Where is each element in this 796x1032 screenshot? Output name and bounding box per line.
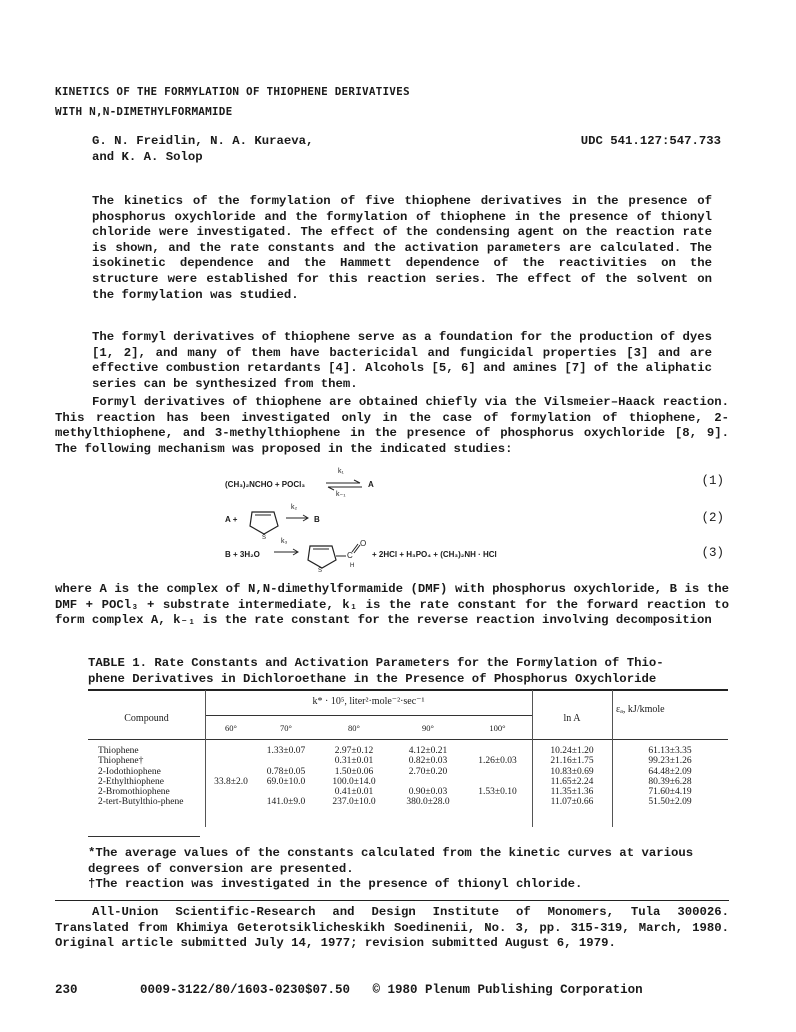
- table-cell-lnA: 11.65±2.24: [550, 776, 594, 787]
- table-cell-e: 80.39±6.28: [648, 776, 692, 787]
- table-cell-t80: 2.97±0.12: [334, 746, 374, 756]
- temp-60: 60°: [225, 723, 237, 733]
- table-cell-lnA: 10.83±0.69: [550, 766, 594, 777]
- temp-100: 100°: [489, 723, 506, 733]
- eq3-left: B + 3H₂O: [225, 550, 260, 559]
- table-header-lnA: ln A: [563, 713, 581, 724]
- table-cell-t90: [393, 777, 463, 787]
- table-cell-t60: 33.8±2.0: [214, 776, 248, 787]
- table-row: [88, 787, 728, 797]
- paragraph-vilsmeier-text: Formyl derivatives of thiophene are obtained chiefly via the Vilsmeier–Haack reaction. This reaction has been investigated only in the case of formylation of thiophene, 2-methylthiophene, and 3-methylthiophene in the presence of phosphorus oxychloride [8, 9]. The following mechanism was proposed in the indicated studies:: [55, 395, 729, 456]
- reaction-scheme: [0, 462, 796, 572]
- table-header-e: εₐ, kJ/kmole: [616, 704, 665, 715]
- table-row: [88, 777, 728, 787]
- table-cell-t70: 69.0±10.0: [266, 776, 306, 787]
- eq3-cho-h: H: [350, 563, 355, 569]
- table-row: [88, 797, 728, 807]
- table-header-compound: Compound: [124, 713, 169, 724]
- footnote-star-line1: *The average values of the constants calculated from the kinetic curves at various: [88, 846, 694, 860]
- copyright-line: 0009-3122/80/1603-0230$07.50 © 1980 Plenum Publishing Corporation: [140, 983, 643, 997]
- table-cell-t90: 0.82±0.03: [408, 756, 448, 767]
- table-header-k: k* · 10⁵, liter²·mole⁻²·sec⁻¹: [312, 696, 425, 707]
- eq3-ring-s: S: [318, 568, 323, 574]
- paragraph-definitions: where A is the complex of N,N-dimethylformamide (DMF) with phosphorus oxychloride, B is the DMF + POCl₃ + substrate intermediate, k₁ is the rate constant for the forward reaction to form complex A, k₋₁ is the rate constant for the reverse reaction involving decomposition: [55, 582, 729, 628]
- table-caption: [88, 656, 728, 687]
- table-temp-rule: [205, 715, 532, 716]
- paragraph-intro-text: The formyl derivatives of thiophene serve as a foundation for the production of dyes [1, 2], and many of them have bactericidal and fungicidal properties [3] and are effective combustion retardants [4]. Alcohols [5, 6] and amines [7] of the aliphatic series can be synthesized from them.: [92, 330, 712, 391]
- table-cell-t70: [257, 756, 315, 766]
- table-cell-e: 51.50±2.09: [648, 797, 692, 808]
- table-cell-compound: Thiophene: [98, 746, 139, 756]
- table-cell-t100: 1.26±0.03: [478, 756, 517, 767]
- eq1-number: (1): [701, 474, 724, 488]
- table-cell-lnA: 11.07±0.66: [550, 797, 594, 808]
- table-cell-t100: [463, 767, 532, 777]
- table-cell-t80: 100.0±14.0: [332, 776, 376, 787]
- eq2-number: (2): [701, 511, 724, 525]
- table-cell-t80: 0.31±0.01: [334, 756, 374, 767]
- table-cell-t70: 141.0±9.0: [266, 797, 306, 808]
- table-cell-t90: 4.12±0.21: [408, 746, 448, 756]
- temp-80: 80°: [348, 723, 360, 733]
- udc-code: UDC 541.127:547.733: [580, 134, 721, 148]
- thiophene-ring-icon: [246, 502, 282, 536]
- table-cell-t90: 0.90±0.03: [408, 787, 448, 798]
- table-body: [88, 746, 728, 808]
- eq2-arrow: [284, 510, 312, 522]
- eq3-number: (3): [701, 546, 724, 560]
- table-cell-t80: 0.41±0.01: [334, 787, 374, 798]
- table-cell-e: 99.23±1.26: [648, 756, 692, 767]
- table-cell-t60: [205, 756, 257, 766]
- table-footnotes: [88, 846, 728, 893]
- eq1-k1: k₁: [338, 468, 344, 475]
- abstract: The kinetics of the formylation of five thiophene derivatives in the presence of phosphorus oxychloride and the formylation of thiophene in the presence of thionyl chloride were investigated. The effect of the condensing agent on the reaction rate is shown, and the rate constants and the activation parameters are calculated. The isokinetic dependence and the Hammett dependence of the reactivities on the structure were established for this reaction series. The effect of the solvent on the formylation was studied.: [92, 194, 712, 302]
- table-caption-line2: phene Derivatives in Dichloroethane in the Presence of Phosphorus Oxychloride: [88, 671, 657, 686]
- footnote-dagger: †The reaction was investigated in the presence of thionyl chloride.: [88, 877, 583, 892]
- table-cell-t70: 1.33±0.07: [266, 746, 306, 756]
- table-cell-t100: [463, 777, 532, 787]
- temp-70: 70°: [280, 723, 292, 733]
- eq3-cho-c: C: [347, 551, 353, 560]
- table-cell-t100: [463, 797, 532, 807]
- affiliation-rule: [55, 900, 729, 901]
- eq1-right: A: [368, 480, 374, 489]
- table-cell-t80: 1.50±0.06: [334, 766, 374, 777]
- table-cell-t90: 380.0±28.0: [406, 797, 450, 808]
- table-cell-compound: 2-tert-Butylthio-phene: [98, 797, 184, 808]
- table-cell-lnA: 21.16±1.75: [550, 756, 594, 767]
- table-cell-t60: [205, 797, 257, 807]
- table-cell-e: 71.60±4.19: [648, 787, 692, 798]
- paragraph-intro: [92, 330, 712, 392]
- page-number: 230: [55, 983, 78, 997]
- eq2-right: B: [314, 515, 320, 524]
- table-cell-t70: [257, 787, 315, 797]
- table-top-rule: [88, 689, 728, 691]
- footnote-rule: [88, 836, 200, 837]
- authors-line2: and K. A. Solop: [92, 149, 203, 164]
- eq3-arrow: [272, 544, 302, 556]
- table-header-temps: [205, 723, 532, 733]
- rate-constants-table: [88, 746, 728, 808]
- table-cell-t60: [205, 767, 257, 777]
- table-cell-t60: [205, 787, 257, 797]
- eq2-k2: k₂: [291, 504, 298, 511]
- table-cell-t90: 2.70±0.20: [408, 766, 448, 777]
- paragraph-vilsmeier: [55, 395, 729, 457]
- eq2-left: A +: [225, 515, 238, 524]
- article-title-line2: WITH N,N-DIMETHYLFORMAMIDE: [55, 105, 233, 118]
- table-cell-t70: 0.78±0.05: [266, 766, 306, 777]
- table-row: [88, 767, 728, 777]
- eq3-k3: k₃: [281, 538, 288, 545]
- table-cell-compound: 2-Ethylthiophene: [98, 776, 164, 787]
- eq1-left: (CH₃)₂NCHO + POCl₃: [225, 480, 306, 489]
- eq1-k-1: k₋₁: [336, 491, 346, 498]
- authors: [92, 134, 313, 165]
- eq3-cho-o: O: [360, 539, 367, 548]
- table-caption-line1: TABLE 1. Rate Constants and Activation Parameters for the Formylation of Thio-: [88, 656, 664, 670]
- eq3-right: + 2HCl + H₃PO₄ + (CH₃)₂NH · HCl: [372, 550, 497, 559]
- table-row: [88, 746, 728, 756]
- table-cell-t100: 1.53±0.10: [478, 787, 517, 798]
- table-cell-lnA: 11.35±1.36: [550, 787, 594, 798]
- table-row: [88, 756, 728, 766]
- table-cell-compound: 2-Bromothiophene: [98, 787, 170, 798]
- table-cell-t80: 237.0±10.0: [332, 797, 376, 808]
- authors-line1: G. N. Freidlin, N. A. Kuraeva,: [92, 134, 314, 148]
- table-cell-e: 64.48±2.09: [648, 766, 692, 777]
- eq2-ring-s: S: [262, 535, 267, 541]
- table-cell-lnA: 10.24±1.20: [550, 746, 594, 756]
- table-cell-e: 61.13±3.35: [648, 746, 692, 756]
- affiliation-note: All-Union Scientific-Research and Design Institute of Monomers, Tula 300026. Translated from Khimiya Geterotsiklicheskikh Soedinenii, No. 3, pp. 315-319, March, 1980. Original article submitted July 14, 1977; revision submitted August 6, 1979.: [55, 905, 729, 951]
- article-title: [55, 82, 410, 122]
- table-cell-compound: 2-Iodothiophene: [98, 766, 161, 777]
- table-cell-t100: [463, 746, 532, 756]
- table-header-rule: [88, 739, 728, 740]
- article-title-line1: KINETICS OF THE FORMYLATION OF THIOPHENE DERIVATIVES: [55, 85, 410, 98]
- table-cell-t60: [205, 746, 257, 756]
- temp-90: 90°: [422, 723, 434, 733]
- footnote-star-line2: degrees of conversion are presented.: [88, 861, 354, 876]
- table-cell-compound: Thiophene†: [98, 756, 144, 767]
- thiophene-carbaldehyde-icon: [304, 536, 367, 570]
